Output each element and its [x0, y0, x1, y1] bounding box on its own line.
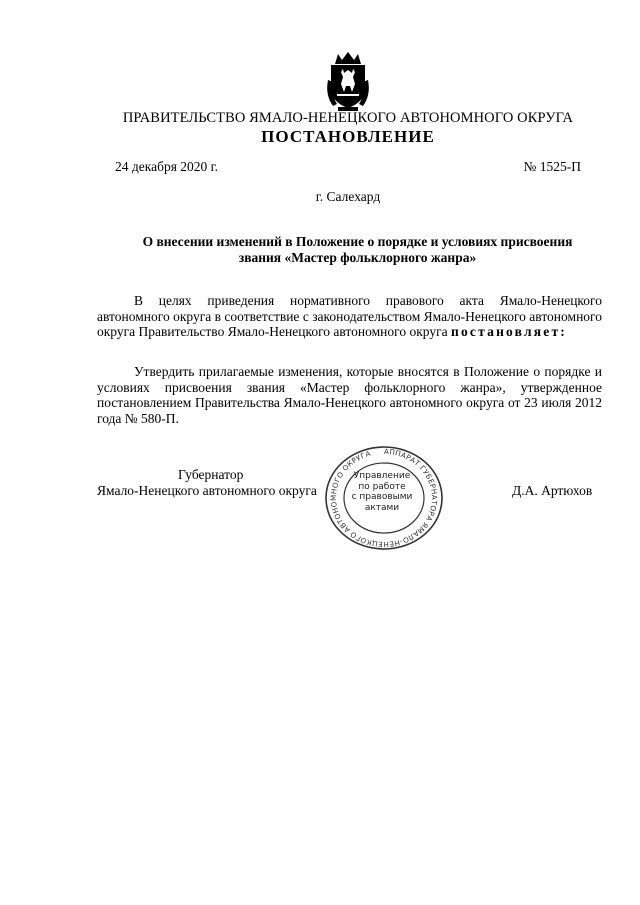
document-title-line-2: звания «Мастер фольклорного жанра» [238, 250, 477, 265]
signatory-region: Ямало-Ненецкого автономного округа [97, 483, 317, 498]
document-date: 24 декабря 2020 г. [115, 159, 219, 174]
stamp-line-4: актами [364, 502, 400, 513]
stamp-ring-text: АППАРАТ ГУБЕРНАТОРА ЯМАЛО-НЕНЕЦКОГО АВТОНОМНОГО ОКРУГА [328, 446, 439, 550]
document-city: г. Салехард [315, 189, 381, 204]
stamp-center-text [340, 471, 424, 513]
document-number: № 1525-П [523, 159, 581, 174]
signatory-name: Д.А. Артюхов [512, 483, 593, 498]
preamble-text: В целях приведения нормативного правового акта Ямало-Ненецкого автономного округа в соответствие с законодательством Ямало-Ненецкого автономного округа Правительство Ямало-Ненецкого автономного округа [97, 293, 602, 339]
stamp-line-1: Управление [353, 471, 411, 481]
coat-of-arms-emblem [323, 50, 373, 112]
government-name: ПРАВИТЕЛЬСТВО ЯМАЛО-НЕНЕЦКОГО АВТОНОМНОГО ОКРУГА [122, 110, 574, 126]
preamble-paragraph [97, 293, 602, 340]
decree-paragraph: Утвердить прилагаемые изменения, которые вносятся в Положение о порядке и условиях присвоения звания «Мастер фольклорного жанра», утвержденное постановлением Правительства Ямало-Ненецкого автономного округа от 23 июля 2012 года № 580-П. [97, 364, 602, 426]
signatory-position: Губернатор [178, 467, 244, 482]
document-title [110, 234, 605, 266]
stamp-line-3: с правовыми [351, 492, 413, 502]
stamp-line-2: по работе [358, 481, 406, 492]
decree-word: постановляет: [451, 324, 567, 339]
document-type: ПОСТАНОВЛЕНИЕ [261, 127, 435, 146]
document-title-line-1: О внесении изменений в Положение о порядке и условиях присвоения [142, 234, 573, 249]
